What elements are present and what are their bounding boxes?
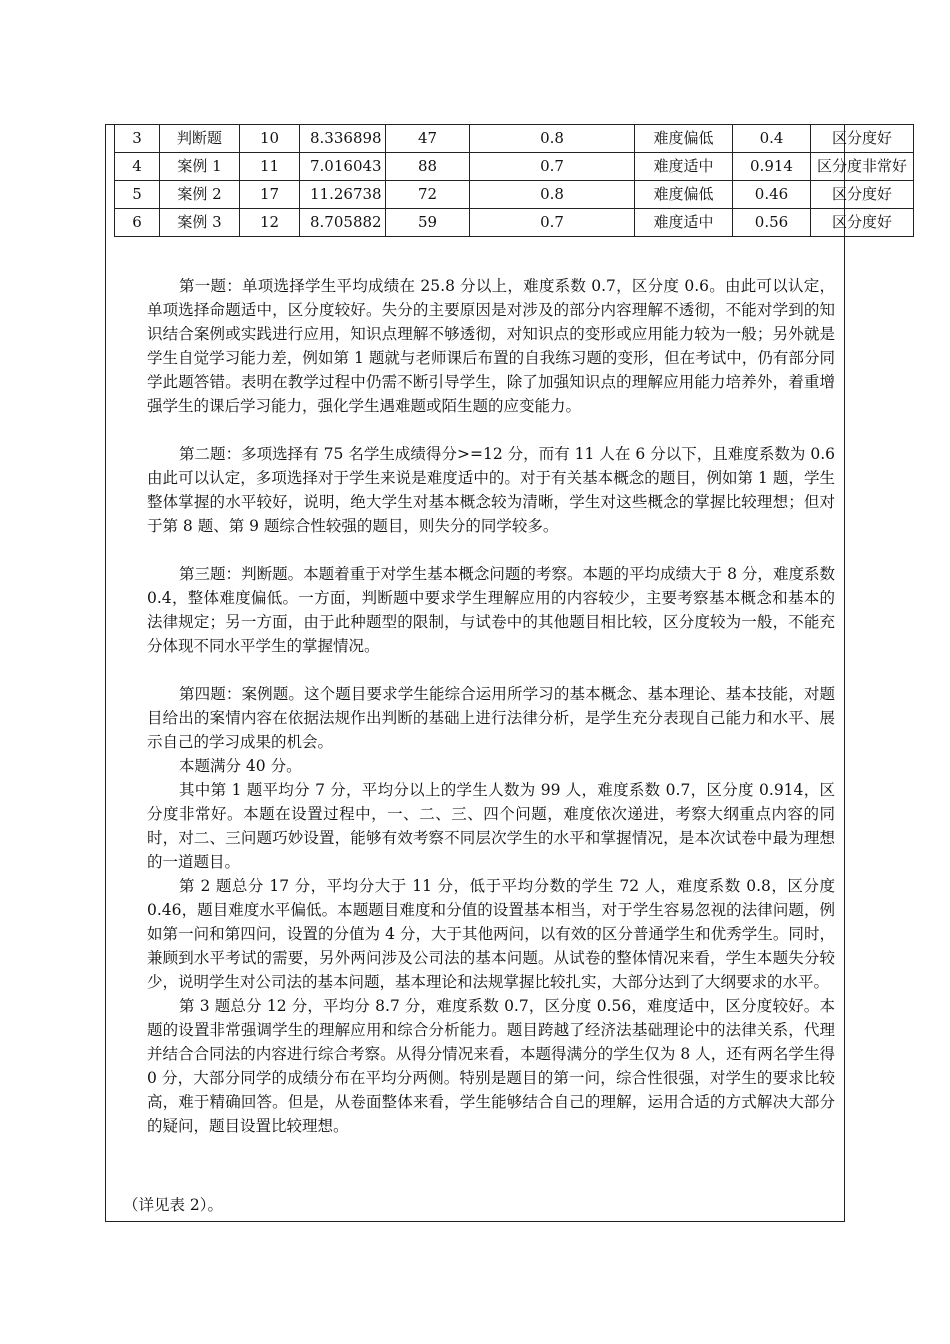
- cell-difficulty-eval: 难度适中: [635, 209, 733, 237]
- cell-discrimination-eval: 区分度好: [811, 209, 914, 237]
- cell-discrimination: 0.914: [733, 153, 811, 181]
- cell-difficulty: 0.7: [470, 209, 635, 237]
- cell-difficulty: 0.8: [470, 125, 635, 153]
- cell-no: 6: [115, 209, 160, 237]
- cell-difficulty: 0.8: [470, 181, 635, 209]
- cell-discrimination: 0.46: [733, 181, 811, 209]
- table-row: [115, 153, 914, 181]
- cell-no: 4: [115, 153, 160, 181]
- cell-difficulty-eval: 难度偏低: [635, 181, 733, 209]
- cell-full-score: 10: [240, 125, 300, 153]
- table-row: [115, 181, 914, 209]
- cell-discrimination-eval: 区分度好: [811, 125, 914, 153]
- cell-no: 3: [115, 125, 160, 153]
- cell-count: 88: [386, 153, 470, 181]
- cell-average: 7.016043: [300, 153, 386, 181]
- cell-count: 59: [386, 209, 470, 237]
- paragraph-true-false: 第三题：判断题。本题着重于对学生基本概念问题的考察。本题的平均成绩大于 8 分，难度系数 0.4，整体难度偏低。一方面，判断题中要求学生理解应用的内容较少，主要考察基本概念和基本的法律规定；另一方面，由于此种题型的限制，与试卷中的其他题目相比较，区分度较为一般，不能充分体现不同水平学生的掌握情况。: [147, 565, 835, 655]
- cell-full-score: 11: [240, 153, 300, 181]
- cell-count: 72: [386, 181, 470, 209]
- cell-type: 案例 1: [160, 153, 240, 181]
- cell-average: 8.336898: [300, 125, 386, 153]
- cell-average: 8.705882: [300, 209, 386, 237]
- table-body: [115, 125, 914, 237]
- cell-full-score: 12: [240, 209, 300, 237]
- cell-average: 11.26738: [300, 181, 386, 209]
- cell-type: 判断题: [160, 125, 240, 153]
- table-reference-note: （详见表 2）。: [123, 1196, 224, 1214]
- cell-difficulty-eval: 难度适中: [635, 153, 733, 181]
- paragraph-case-3: 第 3 题总分 12 分，平均分 8.7 分，难度系数 0.7，区分度 0.56，难度适中，区分度较好。本题的设置非常强调学生的理解应用和综合分析能力。题目跨越了经济法基础理论中的法律关系，代理并结合合同法的内容进行综合考察。从得分情况来看，本题得满分的学生仅为 8 人，还有两名学生得 0 分，大部分同学的成绩分布在平均分两侧。特别是题目的第一问，综合性很强，对学生的要求比较高，难于精确回答。但是，从卷面整体来看，学生能够结合自己的理解，运用合适的方式解决大部分的疑问，题目设置比较理想。: [147, 997, 835, 1135]
- cell-difficulty: 0.7: [470, 153, 635, 181]
- cell-type: 案例 2: [160, 181, 240, 209]
- paragraph-case-2: 第 2 题总分 17 分，平均分大于 11 分，低于平均分数的学生 72 人，难度系数 0.8，区分度 0.46，题目难度水平偏低。本题题目难度和分值的设置基本相当，对于学生容易忽视的法律问题，例如第一问和第四问，设置的分值为 4 分，大于其他两问，以有效的区分普通学生和优秀学生。同时，兼顾到水平考试的需要，另外两问涉及公司法的基本问题。从试卷的整体情况来看，学生本题失分较少，说明学生对公司法的基本问题，基本理论和法规掌握比较扎实，大部分达到了大纲要求的水平。: [147, 877, 835, 991]
- paragraph-single-choice: 第一题：单项选择学生平均成绩在 25.8 分以上，难度系数 0.7，区分度 0.6。由此可以认定，单项选择命题适中，区分度较好。失分的主要原因是对涉及的部分内容理解不透彻，不能对学到的知识结合案例或实践进行应用，知识点理解不够透彻，对知识点的变形或应用能力较为一般；另外就是学生自觉学习能力差，例如第 1 题就与老师课后布置的自我练习题的变形，但在考试中，仍有部分同学此题答错。表明在教学过程中仍需不断引导学生，除了加强知识点的理解应用能力培养外，着重增强学生的课后学习能力，强化学生遇难题或陌生题的应变能力。: [147, 277, 835, 415]
- cell-discrimination-eval: 区分度非常好: [811, 153, 914, 181]
- analysis-text: [147, 274, 835, 1138]
- paragraph-multiple-choice: 第二题：多项选择有 75 名学生成绩得分>=12 分，而有 11 人在 6 分以下，且难度系数为 0.6 由此可以认定，多项选择对于学生来说是难度适中的。对于有关基本概念的题目，例如第 1 题，学生整体掌握的水平较好，说明，绝大学生对基本概念较为清晰，学生对这些概念的掌握比较理想；但对于第 8 题、第 9 题综合性较强的题目，则失分的同学较多。: [147, 445, 835, 535]
- score-analysis-table: [114, 124, 914, 237]
- cell-discrimination: 0.56: [733, 209, 811, 237]
- paragraph-case-study: 第四题：案例题。这个题目要求学生能综合运用所学习的基本概念、基本理论、基本技能，对题目给出的案情内容在依据法规作出判断的基础上进行法律分析，是学生充分表现自己能力和水平、展示自己的学习成果的机会。: [147, 685, 835, 751]
- table-row: [115, 209, 914, 237]
- cell-difficulty-eval: 难度偏低: [635, 125, 733, 153]
- cell-count: 47: [386, 125, 470, 153]
- paragraph-case-1: 其中第 1 题平均分 7 分，平均分以上的学生人数为 99 人，难度系数 0.7，区分度 0.914，区分度非常好。本题在设置过程中，一、二、三、四个问题，难度依次递进，考察大纲重点内容的同时，对二、三问题巧妙设置，能够有效考察不同层次学生的水平和掌握情况，是本次试卷中最为理想的一道题目。: [147, 781, 835, 871]
- cell-type: 案例 3: [160, 209, 240, 237]
- cell-full-score: 17: [240, 181, 300, 209]
- paragraph-full-score: 本题满分 40 分。: [179, 757, 302, 775]
- cell-no: 5: [115, 181, 160, 209]
- table-row: [115, 125, 914, 153]
- cell-discrimination: 0.4: [733, 125, 811, 153]
- cell-discrimination-eval: 区分度好: [811, 181, 914, 209]
